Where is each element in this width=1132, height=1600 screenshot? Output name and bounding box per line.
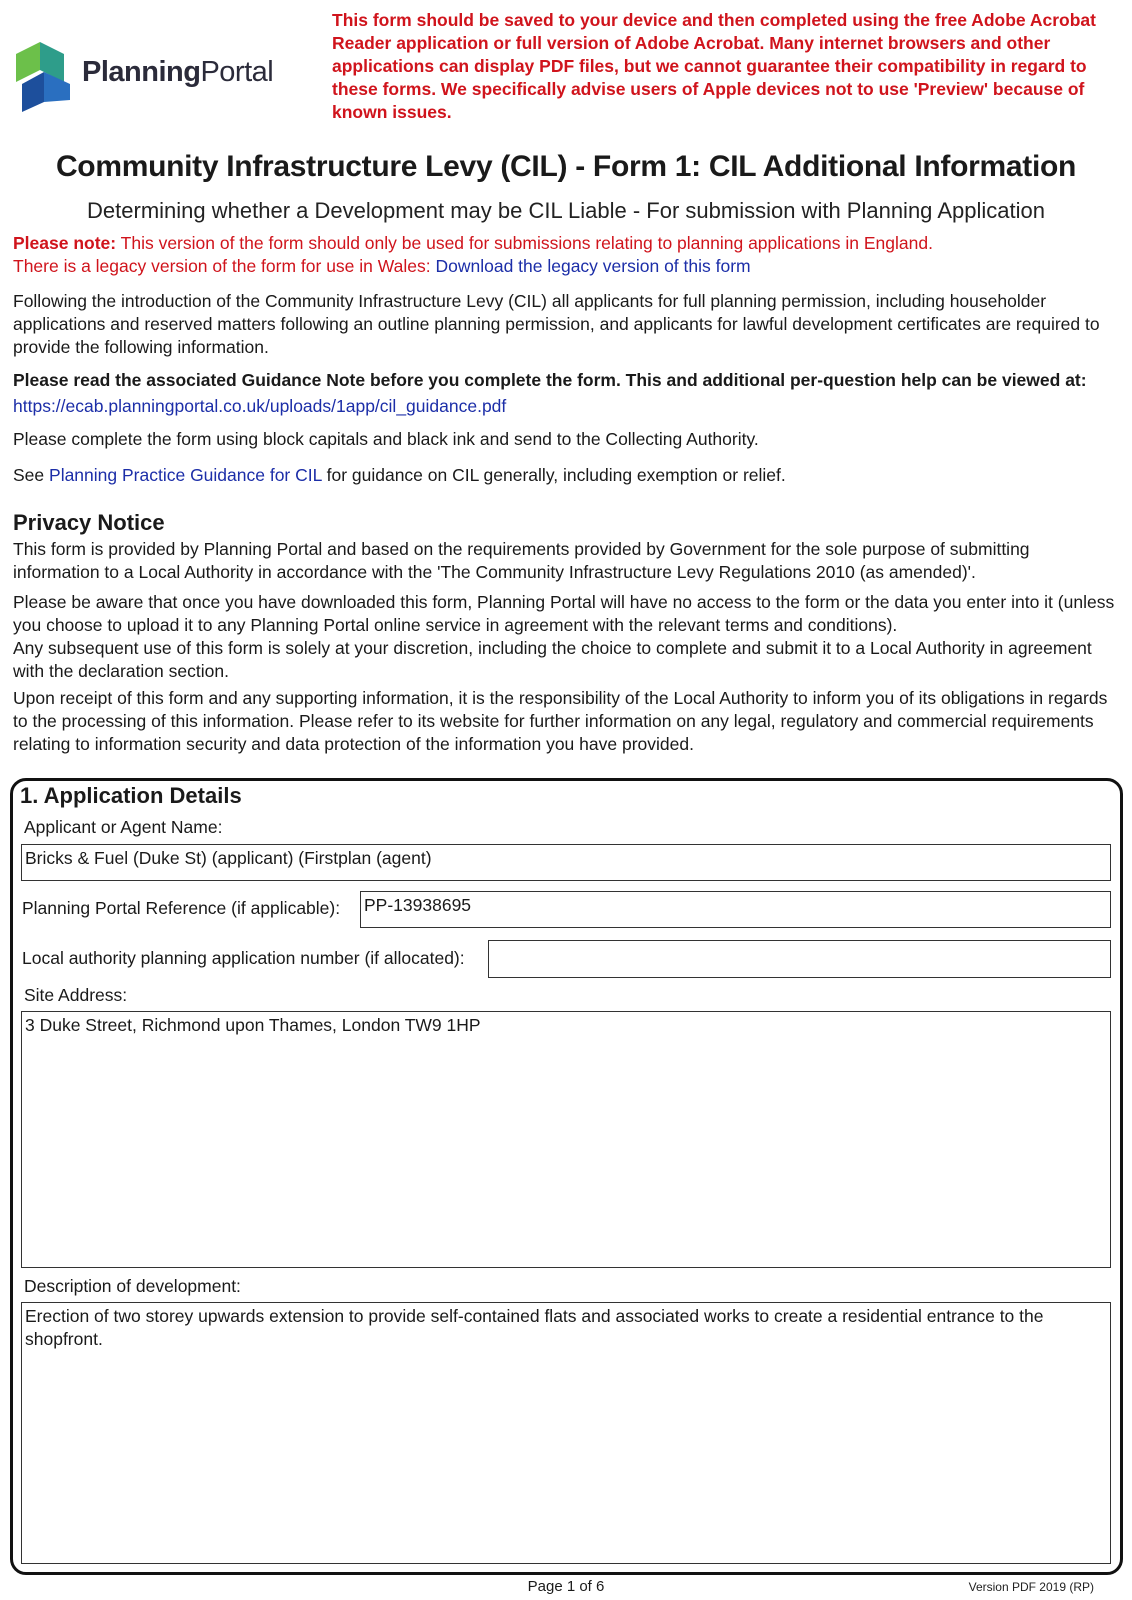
note-label: Please note: bbox=[13, 233, 117, 253]
privacy-paragraph-3: Upon receipt of this form and any supporting information, it is the responsibility of the Local Authority to inform you of its obligations in regards to the processing of this information. Please refer to its website for further information on any legal, regulatory and commercial requirements relating to information security and data protection of the information you have provided. bbox=[13, 688, 1108, 754]
version-label: Version PDF 2019 (RP) bbox=[968, 1580, 1094, 1594]
section-title: 1. Application Details bbox=[20, 783, 242, 808]
privacy-paragraph-1: This form is provided by Planning Portal and based on the requirements provided by Government for the sole purpose of submitting information to a Local Authority in accordance with the 'The Community Infrastructure Levy Regulations 2010 (as amended)'. bbox=[13, 539, 1030, 582]
privacy-paragraph-2a: Please be aware that once you have downloaded this form, Planning Portal will have no access to the form or the data you enter into it (unless you choose to upload it to any Planning Portal online service in agreement with the relevant terms and conditions). bbox=[13, 592, 1115, 635]
privacy-heading: Privacy Notice bbox=[13, 510, 165, 535]
planning-portal-logo bbox=[14, 38, 274, 118]
la-number-field[interactable] bbox=[488, 940, 1111, 978]
page-number: Page 1 of 6 bbox=[527, 1578, 605, 1595]
planning-portal-logo-icon bbox=[14, 40, 74, 112]
site-address-field[interactable]: 3 Duke Street, Richmond upon Thames, London TW9 1HP bbox=[21, 1011, 1111, 1268]
practice-guidance-link[interactable]: Planning Practice Guidance for CIL bbox=[49, 465, 322, 485]
wales-legacy-link[interactable]: Download the legacy version of this form bbox=[435, 256, 751, 276]
see-suffix: for guidance on CIL generally, including exemption or relief. bbox=[326, 465, 786, 485]
wales-note-text: There is a legacy version of the form for use in Wales: bbox=[13, 256, 431, 276]
la-number-label: Local authority planning application number (if allocated): bbox=[22, 948, 465, 968]
intro-paragraph: Following the introduction of the Community Infrastructure Levy (CIL) all applicants for full planning permission, including householder applications and reserved matters following an outline planning permission, and applicants for lawful development certificates are required to provide the following information. bbox=[13, 291, 1100, 357]
guidance-link[interactable]: https://ecab.planningportal.co.uk/uploads/1app/cil_guidance.pdf bbox=[13, 396, 507, 416]
guidance-text: Please read the associated Guidance Note before you complete the form. This and additional per-question help can be viewed at: bbox=[13, 370, 1087, 390]
page-subtitle: Determining whether a Development may be CIL Liable - For submission with Planning Application bbox=[87, 198, 1045, 223]
note-text: This version of the form should only be used for submissions relating to planning applications in England. bbox=[120, 233, 933, 253]
privacy-paragraph-2 bbox=[13, 591, 1118, 683]
description-label: Description of development: bbox=[24, 1276, 241, 1296]
page-title: Community Infrastructure Levy (CIL) - Form 1: CIL Additional Information bbox=[55, 150, 1077, 183]
portal-ref-field[interactable]: PP-13938695 bbox=[360, 891, 1111, 928]
applicant-label: Applicant or Agent Name: bbox=[24, 817, 223, 837]
privacy-paragraph-2b: Any subsequent use of this form is solely at your discretion, including the choice to complete and submit it to a Local Authority in agreement with the declaration section. bbox=[13, 638, 1092, 681]
logo-text-light: Portal bbox=[200, 56, 274, 88]
site-address-label: Site Address: bbox=[24, 985, 128, 1005]
adobe-warning: This form should be saved to your device and then completed using the free Adobe Acrobat Reader application or full version of Adobe Acrobat. Many internet browsers and other applications can display PDF files, but we cannot guarantee their compatibility in regard to these forms. We specifically advise users of Apple devices not to use 'Preview' because of known issues. bbox=[332, 10, 1096, 122]
applicant-name-field[interactable]: Bricks & Fuel (Duke St) (applicant) (Firstplan (agent) bbox=[21, 844, 1111, 881]
portal-ref-label: Planning Portal Reference (if applicable): bbox=[22, 898, 341, 918]
see-guidance-line bbox=[13, 464, 1118, 487]
description-field[interactable]: Erection of two storey upwards extension to provide self-contained flats and associated works to create a residential entrance to the shopfront. bbox=[21, 1302, 1111, 1564]
guidance-block bbox=[13, 369, 1118, 420]
see-prefix: See bbox=[13, 465, 45, 485]
england-note bbox=[13, 232, 1118, 278]
block-capitals-instruction: Please complete the form using block capitals and black ink and send to the Collecting Authority. bbox=[13, 429, 759, 449]
logo-text-bold: Planning bbox=[82, 56, 201, 88]
